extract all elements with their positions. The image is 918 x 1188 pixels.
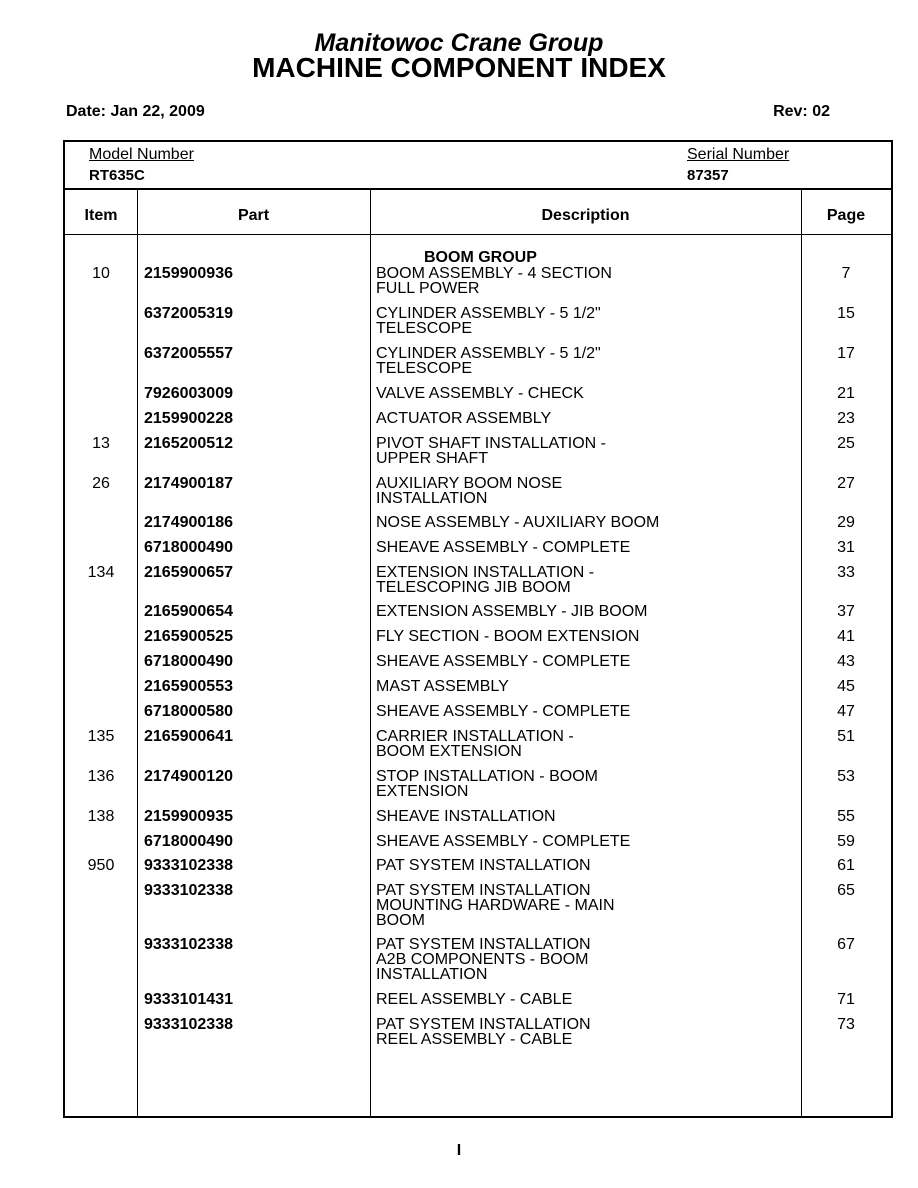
- part-number-cell: 7926003009: [144, 385, 233, 402]
- description-line: CYLINDER ASSEMBLY - 5 1/2": [376, 345, 601, 362]
- description-line: EXTENSION INSTALLATION -: [376, 564, 595, 581]
- page-cell: 59: [837, 833, 855, 850]
- description-line: TELESCOPING JIB BOOM: [376, 579, 571, 596]
- page-cell: 27: [837, 475, 855, 492]
- part-number-cell: 2174900186: [144, 514, 233, 531]
- column-header-divider: [65, 234, 891, 235]
- description-line: TELESCOPE: [376, 360, 473, 377]
- model-block: [89, 145, 194, 186]
- description-line: STOP INSTALLATION - BOOM: [376, 768, 598, 785]
- page-cell: 45: [837, 678, 855, 695]
- description-line: SHEAVE INSTALLATION: [376, 808, 556, 825]
- group-heading: BOOM GROUP: [424, 249, 537, 266]
- part-number-cell: 2165900654: [144, 603, 233, 620]
- item-cell: 135: [87, 728, 115, 745]
- description-line: SHEAVE ASSEMBLY - COMPLETE: [376, 703, 631, 720]
- description-line: CYLINDER ASSEMBLY - 5 1/2": [376, 305, 601, 322]
- description-cell: [376, 992, 796, 1007]
- description-line: BOOM EXTENSION: [376, 743, 522, 760]
- page-cell: 51: [837, 728, 855, 745]
- page-cell: 31: [837, 539, 855, 556]
- description-line: EXTENSION: [376, 783, 469, 800]
- description-line: PAT SYSTEM INSTALLATION: [376, 1016, 591, 1033]
- part-number-cell: 9333102338: [144, 882, 233, 899]
- page-cell: 73: [837, 1016, 855, 1033]
- column-divider-item: [137, 189, 138, 1118]
- item-cell: 136: [87, 768, 115, 785]
- page-cell: 47: [837, 703, 855, 720]
- page-cell: 53: [837, 768, 855, 785]
- part-number-cell: 2165200512: [144, 435, 233, 452]
- serial-number-value: 87357: [687, 167, 729, 184]
- page-cell: 15: [837, 305, 855, 322]
- description-line: EXTENSION ASSEMBLY - JIB BOOM: [376, 603, 648, 620]
- page-cell: 67: [837, 936, 855, 953]
- item-cell: 13: [92, 435, 110, 452]
- description-cell: [376, 306, 796, 336]
- description-cell: [376, 729, 796, 759]
- description-line: A2B COMPONENTS - BOOM: [376, 951, 589, 968]
- item-cell: 138: [87, 808, 115, 825]
- column-divider-part: [370, 189, 371, 1118]
- description-line: REEL ASSEMBLY - CABLE: [376, 991, 573, 1008]
- page-cell: 7: [841, 265, 851, 282]
- column-header-page: Page: [826, 207, 866, 224]
- part-number-cell: 2165900657: [144, 564, 233, 581]
- description-cell: [376, 266, 796, 296]
- description-line: MAST ASSEMBLY: [376, 678, 509, 695]
- description-line: SHEAVE ASSEMBLY - COMPLETE: [376, 833, 631, 850]
- description-line: REEL ASSEMBLY - CABLE: [376, 1031, 573, 1048]
- description-cell: [376, 769, 796, 799]
- item-cell: 26: [92, 475, 110, 492]
- part-number-cell: 2165900553: [144, 678, 233, 695]
- part-number-cell: 6372005557: [144, 345, 233, 362]
- description-line: TELESCOPE: [376, 320, 473, 337]
- page-cell: 37: [837, 603, 855, 620]
- document-date: Date: Jan 22, 2009: [66, 103, 205, 120]
- part-number-cell: 9333101431: [144, 991, 233, 1008]
- part-number-cell: 2174900187: [144, 475, 233, 492]
- serial-block: [687, 145, 789, 186]
- description-cell: [376, 679, 796, 694]
- item-cell: 134: [87, 564, 115, 581]
- document-title: MACHINE COMPONENT INDEX: [252, 52, 666, 83]
- page-cell: 33: [837, 564, 855, 581]
- description-line: PAT SYSTEM INSTALLATION: [376, 857, 591, 874]
- part-number-cell: 9333102338: [144, 1016, 233, 1033]
- description-cell: [376, 834, 796, 849]
- header-divider: [65, 188, 891, 190]
- description-cell: [376, 476, 796, 506]
- description-line: NOSE ASSEMBLY - AUXILIARY BOOM: [376, 514, 660, 531]
- description-cell: [376, 629, 796, 644]
- part-number-cell: 2165900641: [144, 728, 233, 745]
- part-number-cell: 2165900525: [144, 628, 233, 645]
- description-line: SHEAVE ASSEMBLY - COMPLETE: [376, 653, 631, 670]
- description-cell: [376, 386, 796, 401]
- page-cell: 65: [837, 882, 855, 899]
- description-cell: [376, 346, 796, 376]
- description-line: PIVOT SHAFT INSTALLATION -: [376, 435, 606, 452]
- description-line: ACTUATOR ASSEMBLY: [376, 410, 552, 427]
- description-cell: [376, 858, 796, 873]
- component-index-table: [63, 140, 893, 1118]
- part-number-cell: 2159900936: [144, 265, 233, 282]
- description-cell: [376, 604, 796, 619]
- part-number-cell: 6718000580: [144, 703, 233, 720]
- description-line: BOOM: [376, 912, 425, 929]
- model-number-label: Model Number: [89, 146, 194, 163]
- page-cell: 21: [837, 385, 855, 402]
- description-cell: [376, 809, 796, 824]
- page-cell: 41: [837, 628, 855, 645]
- description-line: PAT SYSTEM INSTALLATION: [376, 882, 591, 899]
- column-header-part: Part: [237, 207, 270, 224]
- column-header-description: Description: [541, 207, 630, 224]
- description-cell: [376, 411, 796, 426]
- description-cell: [376, 1017, 796, 1047]
- part-number-cell: 2174900120: [144, 768, 233, 785]
- document-revision: Rev: 02: [773, 103, 830, 120]
- page-cell: 29: [837, 514, 855, 531]
- part-number-cell: 6718000490: [144, 539, 233, 556]
- description-line: PAT SYSTEM INSTALLATION: [376, 936, 591, 953]
- description-line: FULL POWER: [376, 280, 480, 297]
- page-cell: 25: [837, 435, 855, 452]
- description-cell: [376, 540, 796, 555]
- part-number-cell: 6372005319: [144, 305, 233, 322]
- page-cell: 61: [837, 857, 855, 874]
- description-line: VALVE ASSEMBLY - CHECK: [376, 385, 584, 402]
- column-header-item: Item: [84, 207, 118, 224]
- description-line: CARRIER INSTALLATION -: [376, 728, 574, 745]
- description-line: AUXILIARY BOOM NOSE: [376, 475, 563, 492]
- description-line: MOUNTING HARDWARE - MAIN: [376, 897, 615, 914]
- part-number-cell: 6718000490: [144, 653, 233, 670]
- page-cell: 23: [837, 410, 855, 427]
- part-number-cell: 2159900228: [144, 410, 233, 427]
- description-line: UPPER SHAFT: [376, 450, 489, 467]
- page-cell: 55: [837, 808, 855, 825]
- part-number-cell: 9333102338: [144, 857, 233, 874]
- page-cell: 17: [837, 345, 855, 362]
- description-cell: [376, 654, 796, 669]
- description-line: BOOM ASSEMBLY - 4 SECTION: [376, 265, 612, 282]
- description-cell: [376, 565, 796, 595]
- part-number-cell: 6718000490: [144, 833, 233, 850]
- page-cell: 71: [837, 991, 855, 1008]
- serial-number-label: Serial Number: [687, 146, 790, 163]
- part-number-cell: 2159900935: [144, 808, 233, 825]
- description-line: INSTALLATION: [376, 966, 488, 983]
- description-cell: [376, 704, 796, 719]
- item-cell: 10: [92, 265, 110, 282]
- page-cell: 43: [837, 653, 855, 670]
- model-number-value: RT635C: [89, 167, 145, 184]
- description-cell: [376, 937, 796, 982]
- page-number: I: [456, 1142, 462, 1159]
- part-number-cell: 9333102338: [144, 936, 233, 953]
- company-name: Manitowoc Crane Group: [314, 29, 604, 57]
- description-line: INSTALLATION: [376, 490, 488, 507]
- description-line: FLY SECTION - BOOM EXTENSION: [376, 628, 640, 645]
- description-cell: [376, 515, 796, 530]
- item-cell: 950: [87, 857, 115, 874]
- description-cell: [376, 436, 796, 466]
- description-cell: [376, 883, 796, 928]
- description-line: SHEAVE ASSEMBLY - COMPLETE: [376, 539, 631, 556]
